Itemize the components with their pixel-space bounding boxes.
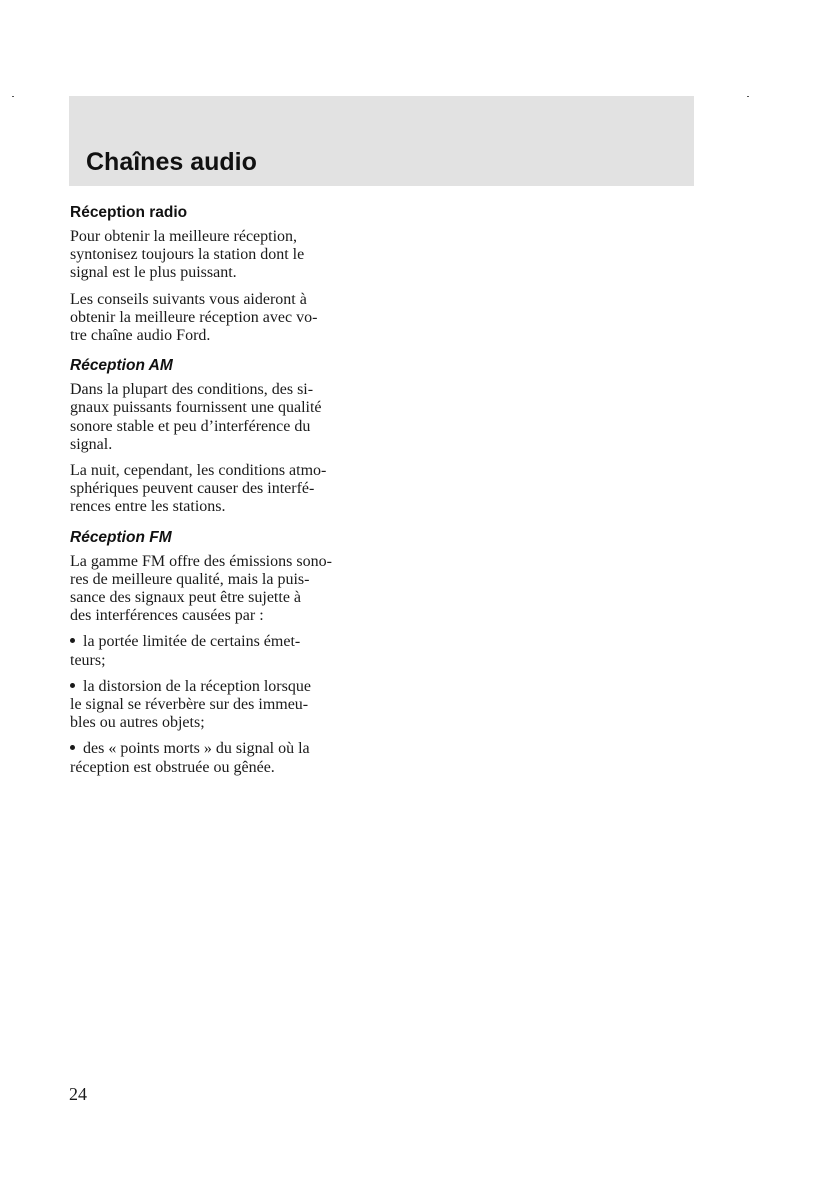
text-line: le signal se réverbère sur des immeu- (70, 696, 309, 714)
text-line (70, 740, 380, 758)
text-line: Pour obtenir la meilleure réception, (70, 228, 298, 245)
paragraph-am-2 (70, 462, 380, 517)
chapter-header (69, 96, 694, 186)
text-line: signal est le plus puissant. (70, 264, 237, 282)
text-line: syntonisez toujours la station dont le (70, 246, 305, 264)
bullet-text: la portée limitée de certains émet- (83, 633, 301, 651)
bullet-text: la distorsion de la réception lorsque (83, 677, 311, 695)
crop-mark-left (12, 96, 14, 97)
bullet-text: des « points morts » du signal où la (83, 740, 310, 758)
section-title-am: Réception AM (70, 357, 173, 375)
text-line: La nuit, cependant, les conditions atmo- (70, 462, 327, 480)
bullet-item-1 (70, 633, 380, 669)
bullet-dot-icon (70, 745, 75, 750)
text-line: La gamme FM offre des émissions sono- (70, 552, 332, 570)
text-line: sance des signaux peut être sujette à (70, 589, 302, 607)
paragraph-radio-2 (70, 291, 380, 346)
text-line: res de meilleure qualité, mais la puis- (70, 570, 310, 588)
text-line: gnaux puissants fournissent une qualité (70, 399, 322, 417)
text-line: signal. (70, 435, 113, 453)
paragraph-fm-1 (70, 553, 380, 626)
text-line: teurs; (70, 651, 106, 669)
text-line: des interférences causées par : (70, 607, 264, 625)
crop-mark-right (747, 96, 749, 97)
text-line: réception est obstruée ou gênée. (70, 758, 275, 776)
text-line (70, 678, 380, 696)
section-title-fm: Réception FM (70, 528, 172, 546)
text-line: sphériques peuvent causer des interfé- (70, 480, 315, 498)
bullet-item-3 (70, 740, 380, 776)
chapter-title: Chaînes audio (86, 148, 257, 176)
text-line: obtenir la meilleure réception avec vo- (70, 308, 318, 326)
page-number: 24 (69, 1084, 87, 1104)
text-line: tre chaîne audio Ford. (70, 327, 211, 345)
page-content (70, 202, 380, 785)
text-line: Les conseils suivants vous aideront à (70, 290, 307, 308)
section-title-radio: Réception radio (70, 204, 188, 221)
text-line: bles ou autres objets; (70, 714, 205, 732)
paragraph-am-1 (70, 381, 380, 454)
text-line: sonore stable et peu d’interférence du (70, 417, 311, 435)
text-line (70, 633, 380, 651)
paragraph-radio-1 (70, 228, 380, 283)
bullet-item-2 (70, 678, 380, 733)
text-line: Dans la plupart des conditions, des si- (70, 381, 314, 399)
bullet-dot-icon (70, 638, 75, 643)
text-line: rences entre les stations. (70, 498, 226, 516)
bullet-dot-icon (70, 683, 75, 688)
